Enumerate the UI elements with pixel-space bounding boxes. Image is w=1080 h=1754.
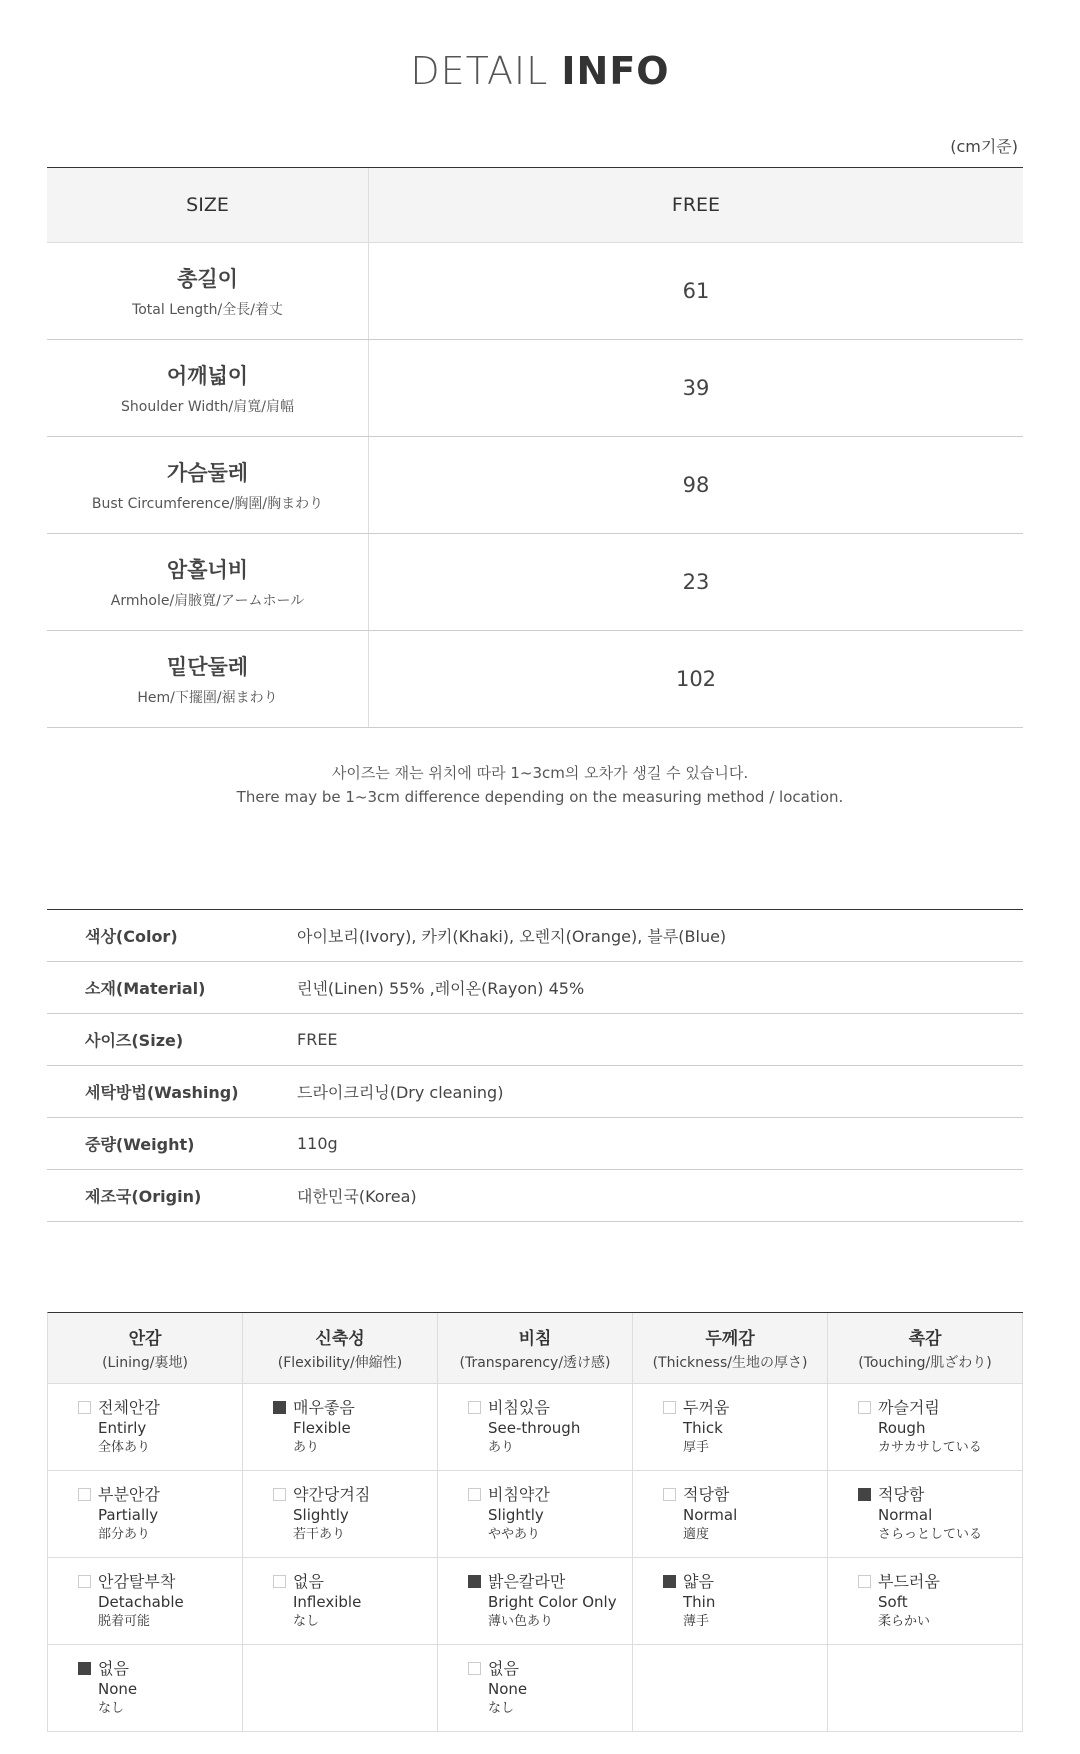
feature-option <box>438 1471 633 1557</box>
option-label-en: Soft <box>878 1593 908 1611</box>
feature-row <box>48 1645 1023 1732</box>
measure-name: 암홀너비 <box>166 558 249 582</box>
option-label-jp: 部分あり <box>98 1527 151 1542</box>
option-label-en: Rough <box>878 1419 926 1437</box>
unchecked-box-icon <box>78 1488 91 1501</box>
spec-value: 110g <box>297 1134 338 1153</box>
option-label-ko: 적당함 <box>878 1485 925 1504</box>
option-label-ko: 밝은칼라만 <box>488 1572 566 1591</box>
size-table <box>47 167 1023 728</box>
option-label-jp: さらっとしている <box>878 1527 983 1542</box>
option-label-jp: なし <box>98 1701 125 1716</box>
option-label-ko: 안감탈부착 <box>98 1572 176 1591</box>
table-row <box>47 437 1023 534</box>
measure-subname: Shoulder Width/肩寬/肩幅 <box>121 399 294 415</box>
feature-option <box>828 1384 1023 1470</box>
size-note-en: There may be 1~3cm difference depending on the measuring method / location. <box>236 788 844 806</box>
option-label-ko: 얇음 <box>683 1572 714 1591</box>
unchecked-box-icon <box>468 1401 481 1414</box>
option-label-jp: 全体あり <box>98 1440 151 1455</box>
feature-column-name: 신축성 <box>315 1329 365 1349</box>
checked-box-icon <box>468 1575 481 1588</box>
measure-name: 밑단둘레 <box>166 655 249 679</box>
spec-value: FREE <box>297 1030 338 1049</box>
spec-row <box>47 1014 1023 1066</box>
option-label-ko: 비침있음 <box>488 1398 550 1417</box>
unchecked-box-icon <box>273 1488 286 1501</box>
option-label-ko: 부분안감 <box>98 1485 160 1504</box>
measure-name: 가슴둘레 <box>166 461 249 485</box>
spec-label: 색상(Color) <box>85 927 178 946</box>
unchecked-box-icon <box>858 1401 871 1414</box>
checked-box-icon <box>663 1575 676 1588</box>
option-label-jp: ややあり <box>488 1527 541 1542</box>
measure-subname: Armhole/肩腋寬/アームホール <box>110 593 305 609</box>
option-label-ko: 부드러움 <box>878 1572 940 1591</box>
spec-label: 사이즈(Size) <box>85 1031 184 1050</box>
spec-value: 아이보리(Ivory), 카키(Khaki), 오렌지(Orange), 블루(Blue) <box>297 927 727 946</box>
option-label-jp: 柔らかい <box>878 1614 931 1629</box>
feature-option <box>828 1471 1023 1557</box>
measure-value: 61 <box>682 279 710 303</box>
checked-box-icon <box>273 1401 286 1414</box>
feature-column-header <box>633 1313 828 1383</box>
unchecked-box-icon <box>663 1401 676 1414</box>
spec-value: 드라이크리닝(Dry cleaning) <box>297 1083 504 1102</box>
feature-option <box>438 1384 633 1470</box>
option-label-ko: 비침약간 <box>488 1485 550 1504</box>
spec-row <box>47 1066 1023 1118</box>
table-row <box>47 534 1023 631</box>
option-label-jp: 若干あり <box>293 1527 346 1542</box>
size-header-label: SIZE <box>47 168 369 242</box>
option-label-jp: 薄い色あり <box>488 1614 554 1629</box>
feature-option <box>828 1558 1023 1644</box>
feature-option <box>633 1558 828 1644</box>
option-label-jp: 薄手 <box>683 1614 710 1629</box>
option-label-en: Thick <box>683 1419 723 1437</box>
feature-column-header <box>48 1313 243 1383</box>
spec-label: 제조국(Origin) <box>85 1187 202 1206</box>
feature-option <box>243 1471 438 1557</box>
measure-value: 23 <box>682 570 710 594</box>
spec-row <box>47 910 1023 962</box>
feature-column-name: 두께감 <box>705 1329 755 1349</box>
checked-box-icon <box>78 1662 91 1675</box>
option-label-en: None <box>488 1680 528 1698</box>
measure-name: 총길이 <box>177 267 238 291</box>
option-label-ko: 까슬거림 <box>878 1398 940 1417</box>
option-label-en: Detachable <box>98 1593 184 1611</box>
option-label-jp: なし <box>293 1614 320 1629</box>
option-label-ko: 전체안감 <box>98 1398 160 1417</box>
feature-column-subname: (Touching/肌ざわり) <box>858 1355 992 1371</box>
spec-value: 린넨(Linen) 55% ,레이온(Rayon) 45% <box>297 979 585 998</box>
title-light: DETAIL <box>410 49 562 93</box>
unchecked-box-icon <box>273 1575 286 1588</box>
option-label-en: Normal <box>878 1506 933 1524</box>
feature-grid <box>47 1312 1023 1732</box>
option-label-en: Inflexible <box>293 1593 362 1611</box>
option-label-en: Bright Color Only <box>488 1593 617 1611</box>
feature-column-subname: (Thickness/生地の厚さ) <box>652 1355 808 1371</box>
measure-value: 39 <box>682 376 710 400</box>
page-title <box>0 49 1080 93</box>
spec-value: 대한민국(Korea) <box>297 1187 417 1206</box>
measure-subname: Bust Circumference/胸圍/胸まわり <box>91 496 324 512</box>
unchecked-box-icon <box>468 1488 481 1501</box>
option-label-en: Entirly <box>98 1419 147 1437</box>
option-label-jp: 適度 <box>683 1527 710 1542</box>
feature-option <box>48 1558 243 1644</box>
spec-row <box>47 1170 1023 1222</box>
feature-option <box>48 1645 243 1731</box>
title-bold: INFO <box>561 49 670 93</box>
feature-option <box>48 1384 243 1470</box>
unchecked-box-icon <box>468 1662 481 1675</box>
table-row <box>47 340 1023 437</box>
feature-option <box>438 1645 633 1731</box>
spec-label: 소재(Material) <box>85 979 206 998</box>
checked-box-icon <box>858 1488 871 1501</box>
option-label-ko: 매우좋음 <box>293 1398 355 1417</box>
feature-column-header <box>438 1313 633 1383</box>
option-label-ko: 약간당겨짐 <box>293 1485 371 1504</box>
unchecked-box-icon <box>858 1575 871 1588</box>
feature-option <box>243 1645 438 1731</box>
option-label-en: Slightly <box>293 1506 349 1524</box>
spec-row <box>47 962 1023 1014</box>
option-label-jp: あり <box>488 1440 515 1455</box>
feature-row <box>48 1558 1023 1645</box>
unchecked-box-icon <box>78 1401 91 1414</box>
option-label-en: Slightly <box>488 1506 544 1524</box>
option-label-jp: 厚手 <box>683 1440 710 1455</box>
feature-column-header <box>828 1313 1023 1383</box>
option-label-en: Flexible <box>293 1419 351 1437</box>
option-label-ko: 없음 <box>98 1659 129 1678</box>
option-label-en: Thin <box>683 1593 716 1611</box>
feature-option <box>243 1558 438 1644</box>
feature-row <box>48 1471 1023 1558</box>
spec-row <box>47 1118 1023 1170</box>
feature-option <box>633 1471 828 1557</box>
feature-column-name: 비침 <box>518 1329 552 1349</box>
option-label-en: Normal <box>683 1506 738 1524</box>
feature-column-subname: (Lining/裏地) <box>102 1355 188 1371</box>
spec-label: 중량(Weight) <box>85 1135 195 1154</box>
feature-column-subname: (Transparency/透け感) <box>459 1355 611 1371</box>
feature-row <box>48 1384 1023 1471</box>
feature-option <box>633 1384 828 1470</box>
size-note-ko: 사이즈는 재는 위치에 따라 1~3cm의 오차가 생길 수 있습니다. <box>331 764 749 782</box>
measure-value: 102 <box>675 667 717 691</box>
size-header-value: FREE <box>671 194 721 216</box>
option-label-ko: 적당함 <box>683 1485 730 1504</box>
feature-column-subname: (Flexibility/伸縮性) <box>277 1355 403 1371</box>
option-label-ko: 두꺼움 <box>683 1398 730 1417</box>
feature-option <box>633 1645 828 1731</box>
option-label-jp: 脱着可能 <box>98 1614 151 1629</box>
size-note <box>0 761 1080 809</box>
feature-option <box>438 1558 633 1644</box>
feature-header <box>48 1313 1023 1384</box>
feature-option <box>48 1471 243 1557</box>
unchecked-box-icon <box>78 1575 91 1588</box>
option-label-ko: 없음 <box>488 1659 519 1678</box>
table-row <box>47 243 1023 340</box>
measure-subname: Total Length/全長/着丈 <box>132 302 283 318</box>
feature-option <box>243 1384 438 1470</box>
spec-table <box>47 909 1023 1222</box>
unchecked-box-icon <box>663 1488 676 1501</box>
option-label-ko: 없음 <box>293 1572 324 1591</box>
option-label-jp: なし <box>488 1701 515 1716</box>
option-label-jp: あり <box>293 1440 320 1455</box>
feature-column-header <box>243 1313 438 1383</box>
option-label-en: Partially <box>98 1506 159 1524</box>
option-label-jp: カサカサしている <box>878 1440 982 1455</box>
feature-option <box>828 1645 1023 1731</box>
feature-column-name: 촉감 <box>908 1329 942 1349</box>
feature-column-name: 안감 <box>128 1329 162 1349</box>
measure-value: 98 <box>682 473 710 497</box>
option-label-en: None <box>98 1680 138 1698</box>
table-row <box>47 631 1023 728</box>
measure-name: 어깨넓이 <box>166 364 249 388</box>
measure-subname: Hem/下擺圍/裾まわり <box>137 690 278 706</box>
unit-note: (cm기준) <box>950 137 1018 156</box>
spec-label: 세탁방법(Washing) <box>85 1083 239 1102</box>
option-label-en: See-through <box>488 1419 581 1437</box>
size-table-header <box>47 168 1023 243</box>
